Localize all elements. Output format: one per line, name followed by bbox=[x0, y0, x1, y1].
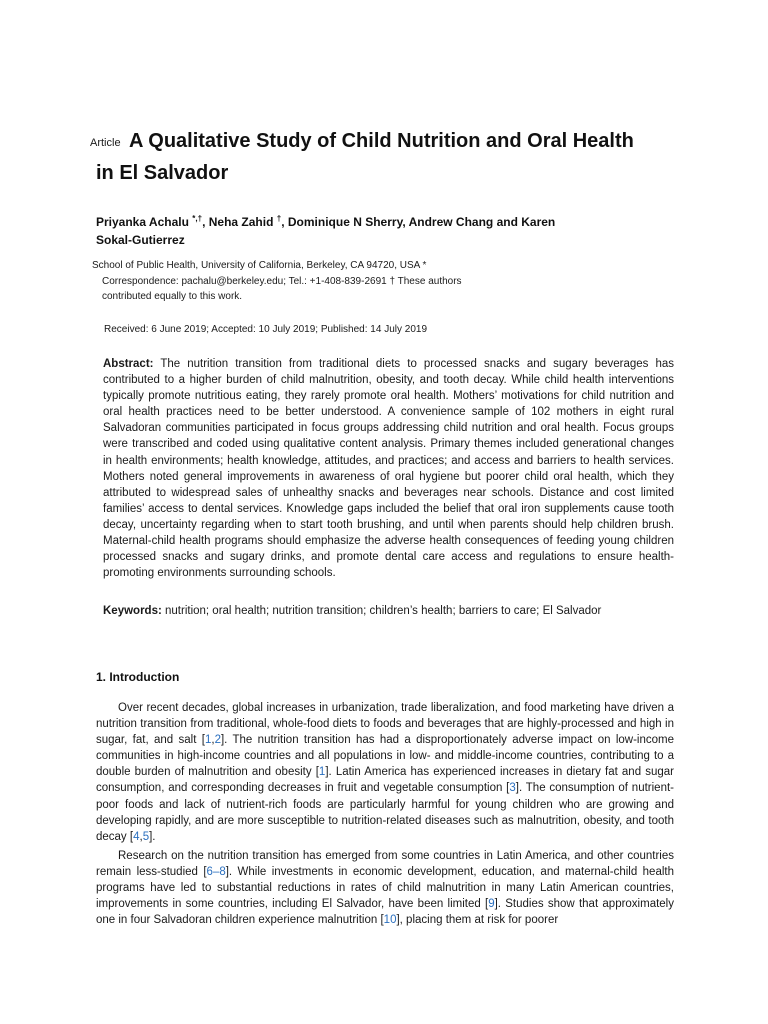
citation-link[interactable]: 2 bbox=[214, 734, 221, 747]
section-body bbox=[96, 700, 674, 931]
citation-link[interactable]: 6–8 bbox=[206, 865, 226, 878]
author-list bbox=[96, 210, 556, 249]
citation-link[interactable]: 1 bbox=[204, 734, 212, 747]
abstract-text: The nutrition transition from traditional diets to processed snacks and sugary beverages has contributed to a higher burden of child malnutrition, obesity, and tooth decay. While child health interventions typically promote nutritious eating, they rarely promote oral health. Mothers’ motivations for child nutrition and oral health practices need to be better understood. A convenience sample of 102 mothers in eight rural Salvadoran communities participated in focus groups addressing child nutrition and oral health. Focus groups were transcribed and coded using qualitative content analysis. Primary themes included generational changes in health environments; health knowledge, attitudes, and practices; and access and barriers to health services. Mothers noted general improvements in awareness of oral hygiene but poorer child oral health, which they attributed to widespread sales of unhealthy snacks and beverages near schools. Distance and cost limited families’ access to dental services. Knowledge gaps included the belief that oral iron supplements cause tooth decay, uncertainty regarding when to start tooth brushing, and until when parents should help children brush. Maternal-child health programs should emphasize the adverse health consequences of feeding young children processed snacks and sugary drinks, and promote dental care access and regulations to ensure health-promoting environments surrounding schools. bbox=[103, 358, 674, 580]
author-affiliation-marks: *,† bbox=[192, 214, 203, 223]
paragraph-text: Over recent decades, global increases in urbanization, trade liberalization, and food marketing have driven a nutrition transition from traditional, whole-food diets to foods and beverages that are highly-processed and high in sugar, fat, and salt [ bbox=[96, 702, 674, 747]
citation-separator: , bbox=[211, 734, 215, 747]
paragraph-text: ]. While investments in economic development, education, and maternal-child health programs have led to substantial reductions in rates of child malnutrition in many Latin American countries, improvements in some countries, including El Salvador, have been limited [ bbox=[96, 865, 674, 911]
paragraph-text: Research on the nutrition transition has emerged from some countries in Latin America, and other countries remain less-studied [ bbox=[96, 849, 674, 878]
citation-link[interactable]: 10 bbox=[383, 914, 397, 927]
citation-separator: , bbox=[139, 830, 143, 843]
abstract-label: Abstract: bbox=[103, 358, 154, 370]
paragraph-text: ]. bbox=[149, 830, 156, 843]
author-affiliation-marks: † bbox=[276, 214, 282, 223]
correspondence-note: Correspondence: pachalu@berkeley.edu; Tel.: +1-408-839-2691 † These authors contributed equally to this work. bbox=[102, 275, 462, 302]
citation-link[interactable]: 3 bbox=[509, 782, 516, 795]
paragraph bbox=[96, 700, 674, 845]
author-name: Priyanka Achalu bbox=[96, 215, 189, 229]
affiliation-block bbox=[92, 258, 512, 305]
paragraph-text: ]. The consumption of nutrient-poor foods and lack of nutrient-rich foods are particularly harmful for young children who are growing and developing rapidly, and are more susceptible to nutrition-related diseases such as malnutrition, obesity, and tooth decay [ bbox=[96, 782, 674, 843]
keywords-text: nutrition; oral health; nutrition transition; children’s health; barriers to care; El Salvador bbox=[165, 605, 602, 617]
article-type-label: Article bbox=[90, 137, 121, 149]
paragraph-text: ]. Studies show that approximately one in four Salvadoran children experience malnutrition [ bbox=[96, 898, 674, 927]
author-name: , Neha Zahid bbox=[202, 215, 274, 229]
author-names-rest: , Dominique N Sherry, Andrew Chang and Karen Sokal-Gutierrez bbox=[96, 215, 556, 247]
keywords bbox=[103, 603, 674, 619]
affiliation-school: School of Public Health, University of California, Berkeley, CA 94720, USA * bbox=[92, 260, 427, 271]
abstract bbox=[103, 356, 674, 581]
paragraph-text: ]. The nutrition transition has had a disproportionately adverse impact on low-income communities in high-income countries and all populations in low- and middle-income countries, contributing to a double burden of malnutrition and obesity [ bbox=[96, 734, 674, 779]
paragraph bbox=[96, 848, 674, 928]
publication-dates: Received: 6 June 2019; Accepted: 10 July 2019; Published: 14 July 2019 bbox=[104, 324, 428, 335]
section-heading-introduction: 1. Introduction bbox=[96, 670, 180, 684]
paragraph-text: ]. Latin America has experienced increases in dietary fat and sugar consumption, and corresponding decreases in fruit and vegetable consumption [ bbox=[96, 766, 674, 795]
paper-title: A Qualitative Study of Child Nutrition and Oral Health in El Salvador bbox=[96, 130, 634, 184]
keywords-label: Keywords: bbox=[103, 605, 162, 617]
paragraph-text: ], placing them at risk for poorer bbox=[396, 914, 559, 927]
citation-link[interactable]: 1 bbox=[318, 766, 326, 779]
citation-link[interactable]: 9 bbox=[488, 898, 495, 911]
citation-link[interactable]: 5 bbox=[142, 830, 150, 843]
citation-link[interactable]: 4 bbox=[133, 830, 140, 843]
